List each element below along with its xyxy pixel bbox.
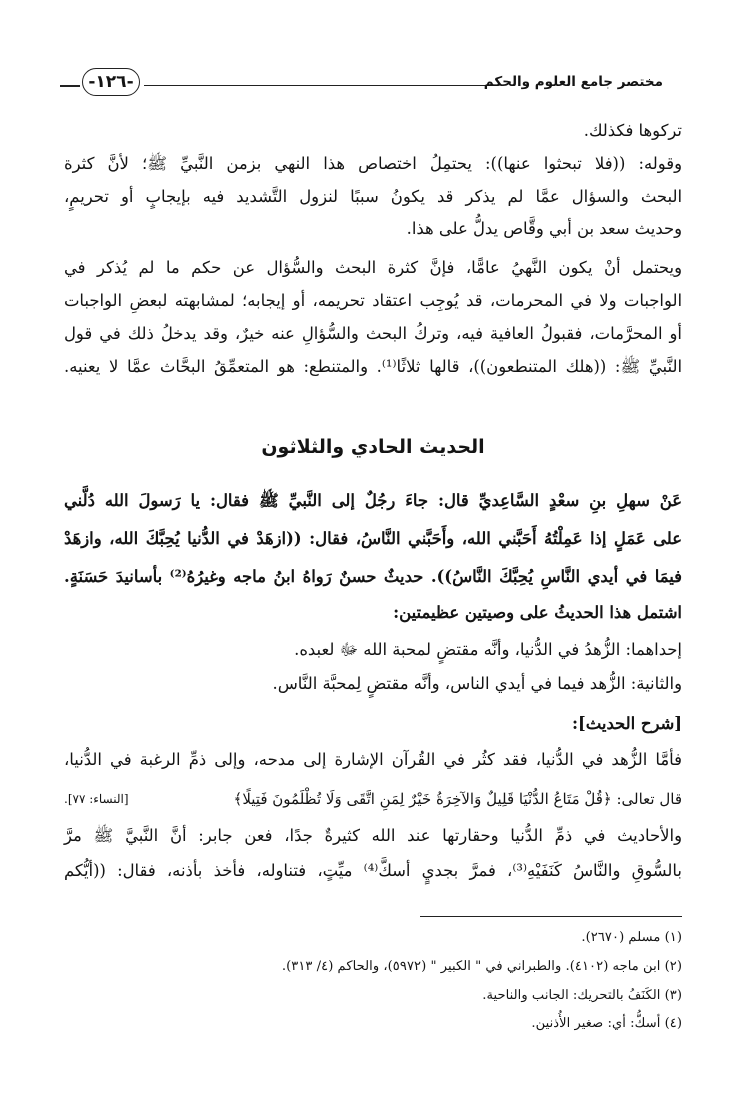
text-line: البحث والسؤال عمَّا لم يذكر قد يكونُ سببًا لنزول التَّشديد فيه بإيجابٍ أو تحريمٍ، — [64, 187, 682, 206]
verse-text: قال تعالى: ﴿قُلْ مَتَاعُ الدُّنْيَا قَلِيلٌ وَالآخِرَةُ خَيْرٌ لِمَنِ اتَّقَى وَلَا تُظْلَمُونَ فَتِيلًا﴾ — [233, 790, 682, 808]
section-subheading: [شرح الحديث]: — [571, 714, 682, 733]
text-line: تركوها فكذلك. — [583, 121, 682, 140]
text-line: وقوله: ((فلا تبحثوا عنها)): يحتمِلُ اختصاص هذا النهي بزمن النَّبيِّ ﷺ؛ لأنَّ كثرة — [64, 154, 682, 173]
section-heading: الحديث الحادي والثلاثون — [261, 436, 485, 458]
text-line: بالسُّوقِ والنَّاسُ كَنَفَيْهِ⁽³⁾، فمرَّ بجديٍ أسكَّ⁽⁴⁾ ميِّتٍ، فتناوله، فأخذ بأذنه، فقال: ((أيُّكم — [64, 861, 682, 880]
text-line: إحداهما: الزُّهدُ في الدُّنيا، وأنَّه مقتضٍ لمحبة الله ﷻ لعبده. — [294, 640, 682, 659]
text-line: الواجبات ولا في المحرمات، قد يُوجِب اعتقاد تحريمه، أو إيجابه؛ لمشابهته لبعضِ الواجبات — [64, 291, 682, 310]
page-number: -١٢٦- — [82, 68, 140, 96]
text-line: أو المحرَّمات، فقبولُ العافية فيه، وتركُ البحث والسُّؤالِ عنه خيرٌ، وقد يدخلُ ذلك في قول — [64, 324, 682, 343]
hadith-line: عَنْ سهلِ بنِ سعْدٍ السَّاعِديِّ قال: جاءَ رجُلٌ إلى النَّبيِّ ﷺ فقال: يا رَسولَ الله دُلَّني — [64, 491, 682, 510]
verse-line — [64, 786, 682, 812]
header-rule — [144, 85, 495, 86]
text-line: ويحتمل أنْ يكون النَّهيُ عامًّا، فإنَّ كثرة البحث والسُّؤال عن حكم ما لم يُذكر في — [64, 258, 682, 277]
text-line: فأمَّا الزُّهد في الدُّنيا، فقد كثُر في القُرآن الإشارة إلى مدحه، وإلى ذمِّ الرغبة في الدُّنيا، — [64, 750, 682, 769]
hadith-line: على عَمَلٍ إذا عَمِلْتُهُ أَحَبَّني الله، وأَحَبَّني النَّاسُ، فقال: ((ازهَدْ في الدُّنيا يُحِبَّكَ الله، وازهَدْ — [64, 529, 682, 548]
header-dash — [60, 85, 80, 87]
text-line: وحديث سعد بن أبي وقَّاص يدلُّ على هذا. — [406, 219, 682, 238]
book-title: مختصر جامع العلوم والحكم — [483, 74, 663, 90]
footnote: (٢) ابن ماجه (٤١٠٢). والطبراني في " الكبير " (٥٩٧٢)، والحاكم (٤/ ٣١٣). — [281, 959, 682, 974]
hadith-line: فيمَا في أيدي النَّاسِ يُحِبَّكَ النَّاسُ)). حديثٌ حسنٌ رَواهُ ابنُ ماجه وغيرُهُ⁽²⁾ بأسانيدَ حَسَنَةٍ. — [64, 567, 682, 586]
text-line: اشتمل هذا الحديثُ على وصيتين عظيمتين: — [393, 603, 682, 622]
footnote: (١) مسلم (٢٦٧٠). — [581, 930, 682, 945]
text-line: والأحاديث في ذمِّ الدُّنيا وحقارتها عند الله كثيرةٌ جدًا، فعن جابر: أنَّ النَّبيَّ ﷺ مرَّ — [64, 826, 682, 845]
footnote: (٤) أسكُّ: أي: صغير الأُذنين. — [531, 1016, 682, 1031]
footnote-rule — [420, 916, 682, 917]
page-header — [60, 66, 663, 106]
footnote: (٣) الكَنَفُ بالتحريك: الجانب والناحية. — [482, 988, 682, 1003]
verse-citation: [النساء: ٧٧]. — [64, 792, 129, 806]
text-line: والثانية: الزُّهد فيما في أيدي الناس، وأنَّه مقتضٍ لِمحبَّة النَّاس. — [272, 674, 682, 693]
text-line: النَّبيِّ ﷺ: ((هلك المتنطعون))، قالها ثلاثًا⁽¹⁾. والمتنطع: هو المتعمِّقُ البحَّاث عمَّا لا يعنيه. — [64, 357, 683, 376]
